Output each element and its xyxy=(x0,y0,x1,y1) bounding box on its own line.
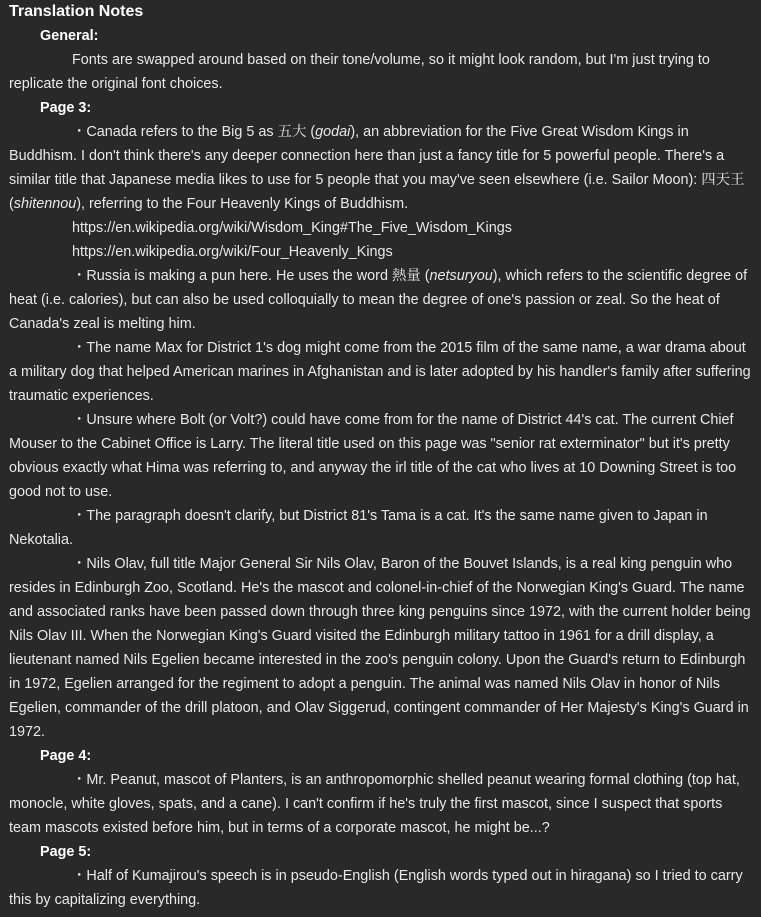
document-title: Translation Notes xyxy=(9,3,144,20)
note-text: ), which refers to the scientific degree of heat (i.e. calories), but can also be used colloquially to mean the degree of one's passion or zeal. So the heat of Canada's zeal is melting him. xyxy=(9,268,748,332)
note-tama-cat: ・The paragraph doesn't clarify, but District 81's Tama is a cat. It's the same name given to Japan in Nekotalia. xyxy=(9,508,708,548)
note-text: ・Canada refers to the Big 5 as 五大 ( xyxy=(72,124,316,140)
note-mr-peanut: ・Mr. Peanut, mascot of Planters, is an anthropomorphic shelled peanut wearing formal clothing (top hat, monocle, white gloves, spats, and a cane). I can't confirm if he's truly the first mascot, since I suspect that sports team mascots existed before him, but in terms of a corporate mascot, he might be...? xyxy=(9,772,740,836)
section-heading-general: General: xyxy=(40,28,99,44)
link-wisdom-king[interactable]: https://en.wikipedia.org/wiki/Wisdom_King#The_Five_Wisdom_Kings xyxy=(72,220,512,236)
section-heading-page-5: Page 5: xyxy=(40,844,92,860)
note-kumajirou: ・Half of Kumajirou's speech is in pseudo-English (English words typed out in hiragana) so I tried to carry this by capitalizing everything. xyxy=(9,868,743,908)
note-text: ・Russia is making a pun here. He uses the word 熱量 ( xyxy=(72,268,430,284)
note-text: ), an abbreviation for the Five Great Wisdom Kings in Buddhism. I don't think there's any deeper connection here than just a fancy title for 5 powerful people. There's a similar title that Japanese media likes to use for 5 people that you may've seen elsewhere (i.e. Sailor Moon): 四天王 ( xyxy=(9,124,745,212)
note-canada-big-5 xyxy=(9,120,752,216)
note-bolt-cat: ・Unsure where Bolt (or Volt?) could have come from for the name of District 44's cat. The current Chief Mouser to the Cabinet Office is Larry. The literal title used on this page was "senior rat exterminator" but it's pretty obvious exactly what Hima was referring to, and anyway the irl title of the cat who lives at 10 Downing Street is too good not to use. xyxy=(9,412,737,500)
note-general-fonts: Fonts are swapped around based on their tone/volume, so it might look random, but I'm just trying to replicate the original font choices. xyxy=(9,52,710,92)
romaji-netsuryou: netsuryou xyxy=(429,268,493,284)
romaji-shitennou: shitennou xyxy=(13,196,77,212)
note-russia-pun xyxy=(9,264,752,336)
note-text: ), referring to the Four Heavenly Kings of Buddhism. xyxy=(76,196,409,212)
section-heading-page-4: Page 4: xyxy=(40,748,92,764)
note-nils-olav: ・Nils Olav, full title Major General Sir Nils Olav, Baron of the Bouvet Islands, is a real king penguin who resides in Edinburgh Zoo, Scotland. He's the mascot and colonel-in-chief of the Norwegian King's Guard. The name and associated ranks have been passed down through three king penguins since 1972, with the current holder being Nils Olav III. When the Norwegian King's Guard visited the Edinburgh military tattoo in 1961 for a drill display, a lieutenant named Nils Egelien became interested in the zoo's penguin colony. Upon the Guard's return to Edinburgh in 1972, Egelien arranged for the regiment to adopt a penguin. The animal was named Nils Olav in honor of Nils Egelien, commander of the drill platoon, and Olav Siggerud, contingent commander of Her Majesty's King's Guard in 1972. xyxy=(9,556,751,740)
romaji-godai: godai xyxy=(315,124,351,140)
note-max-dog: ・The name Max for District 1's dog might come from the 2015 film of the same name, a war drama about a military dog that helped American marines in Afghanistan and is later adopted by his handler's family after suffering traumatic experiences. xyxy=(9,340,751,404)
section-heading-page-3: Page 3: xyxy=(40,100,92,116)
link-four-heavenly-kings[interactable]: https://en.wikipedia.org/wiki/Four_Heavenly_Kings xyxy=(72,244,393,260)
